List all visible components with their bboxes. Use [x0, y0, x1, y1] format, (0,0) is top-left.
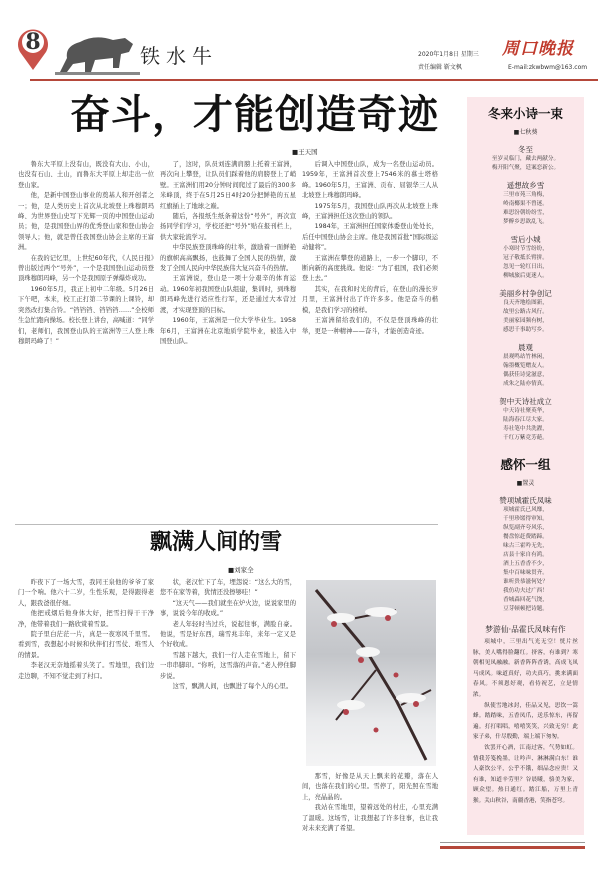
- poem-title: 雪后小城: [510, 235, 541, 244]
- poem-line: 店县十家自有鸿。: [503, 552, 548, 558]
- poem-group-1: [467, 106, 584, 443]
- paragraph: 我站在雪地里，望着远处的村庄，心里充满了温暖。这场雪，让我想起了许多往事，也让我对未来充满了希望。: [302, 804, 438, 833]
- ci-poem-title: 梦游仙·品霍氏凤味有作: [485, 625, 566, 634]
- poem-line: 千红万紫竞芳葩。: [503, 435, 548, 441]
- paragraph: 老人年轻时当过兵，说起往事，满脸自豪。他说，雪是好东西，瑞雪兆丰年，来年一定又是个好收成。: [160, 620, 296, 649]
- paragraph: 这雪，飘满人间，也飘进了每个人的心里。: [172, 683, 293, 691]
- paragraph: 状，老汉忙下了车，埋怨说：“这么大的雪，您不在家等着，犹情还没擦够哇！”: [160, 579, 296, 597]
- ci-poem-body: [467, 635, 584, 807]
- paragraph: 随后，各报纸生纸条着这份“号外”，再次宣扬同学们学习，学校还把“号外”贴在报刊栏上，供大家轮流学习。: [160, 213, 296, 241]
- editor-email: E-mail:zkwbwm@163.com: [508, 64, 588, 71]
- editor-credit: 责任编辑 靳文枫: [418, 64, 462, 71]
- poem-line: 酒上五香香不少，: [503, 561, 548, 567]
- article-divider: [15, 524, 438, 525]
- article-byline: ■王天国: [292, 148, 318, 156]
- poem-line: 集中百味味贯齐。: [503, 570, 548, 576]
- paragraph: 院子里白茫茫一片，真是一夜寒风千里雪。看到雪，我想起小时候和伙伴们打雪仗、堆雪人的情景。: [18, 631, 154, 659]
- poem-line: 谁听贵恭滋何处？: [503, 579, 548, 585]
- paragraph: 1960年5月，我正上初中二年级。5月26日下午吧，本来，校工正打第二节课的上课铃，却突然改打集合铃。“铛铛铛、铛铛铛……”全校师生急忙跑向操场。校长登上讲台，高喊道：“同学们，老师们，我国登山队的王富洲等三人登上珠穆朗玛峰了！”: [18, 285, 154, 345]
- paragraph: 了，这时，队员刘连满肩膀上托着王富洲，再次向上攀登，让队员们踩着他的肩膀登上了峭壁。王富洲们用20分钟时间爬过了最后的300多米峰顶，终于在5月25日4时20分把鲜艳的五星红旗插上了地球之巅。: [160, 161, 296, 210]
- section-title: 铁水牛: [140, 44, 218, 68]
- poem-line: 翰墨概览赠友人。: [503, 363, 548, 369]
- poem-line: 难思汾朝纷纷雪，: [503, 210, 548, 216]
- article2-column-2: [160, 578, 296, 878]
- footer-rule-thin: [440, 842, 585, 843]
- paragraph: 王富洲在攀登的道路上，一步一个脚印，不断向新的高度挑战。他说：“为了祖国，我们必须登上去。”: [302, 254, 438, 283]
- poem-line: 陆海春江尽大家。: [503, 417, 548, 423]
- article2-headline: 飘满人间的雪: [150, 530, 283, 555]
- poem-title: 贺中天诗社成立: [499, 397, 552, 406]
- article2-byline: ■刘家全: [228, 566, 254, 574]
- poem-title: 赞项城霍氏凤味: [499, 496, 552, 505]
- issue-date: 2020年1月8日 星期三: [418, 51, 479, 58]
- paragraph: 鲁东大平原上没有山，既没有大山、小山，也没有石山、土山，而鲁东大平原上却走出一位登山家。: [18, 161, 154, 189]
- poem-line: 至岁灵临门，藏去两献分。: [491, 156, 560, 162]
- poem-line: 小寒时节雪纷纷，: [503, 246, 548, 252]
- poem-group-byline: ■置灵: [516, 480, 535, 487]
- article2-column-1: [18, 578, 154, 878]
- poem-line: 良天齐地绘图新，: [503, 300, 548, 306]
- poem-line: 柳城旅后更迷人。: [503, 273, 548, 279]
- poem-line: 中天诗社聚英华，: [503, 408, 548, 414]
- poem-line: 千里珍馐得审知。: [503, 516, 548, 522]
- poem-line: 偶获佳诗觉滋意，: [503, 372, 548, 378]
- poem-line: 味古三霍吟无先，: [503, 543, 548, 549]
- paragraph: 纵使雪地冰封，佳品又见，思饮一篙蜂。踏踏味，五香凤爪，送乐惊东，再留遍。打打唱唱，嘻嘻笑笑，兴致无穷！此家子弟，什尽殷勤，端上端下匆匆。: [473, 702, 578, 741]
- poem-line: 梦醉乡思欲乱飞。: [503, 219, 548, 225]
- paragraph: 王富洲留给我们的，不仅是登顶珠峰的壮举，更是一种精神——奋斗，才能创造奇迹。: [302, 317, 438, 335]
- poem-line: 美丽家园频有树，: [503, 318, 548, 324]
- paragraph: 在我的记忆里，上世纪60年代，《人民日报》曾出版过两个“号外”，一个是我国登山运动员登顶珠穆朗玛峰，另一个是我国原子弹爆炸成功。: [18, 254, 154, 283]
- poem-line: 香城森回花气饶，: [503, 597, 548, 603]
- paragraph: 李老汉无奈地摇着头笑了。雪地里，我们边走边聊，不知不觉走到了村口。: [18, 662, 154, 680]
- page-number-badge: [16, 26, 50, 70]
- paragraph: 1960年，王富洲是一位大学毕业生。1958年6月，王富洲在北京地质学院毕业，被选入中国登山队。: [160, 317, 296, 345]
- article2-column-3: [302, 772, 438, 878]
- poem-group-title: 感怀一组: [500, 457, 551, 472]
- poem-line: 纵览副齐夸风乐，: [503, 525, 548, 531]
- poem-title: 冬至: [518, 145, 533, 154]
- poem-group-2: [467, 457, 584, 807]
- poem-line: 冠子敬抵长臂拼。: [503, 255, 548, 261]
- paragraph: 饮罢开心酒，江南过客，气势如虹。情我芳笺挽墨，让吟声、淋淋满白东！谁人豪饮公平，公乎不饿，细品念应贵！又有谁，知道辛劳里？谷晨曦，骆美为家，顾众望。热日通红。踏江船，万里上青猴。关山秋谷，南疆香港，笑指苍穹。: [473, 744, 578, 804]
- article-column-1: [18, 160, 154, 522]
- poem-group-title: 冬来小诗一束: [487, 106, 563, 121]
- poem-line: 餐盘惊赶费踏蹄。: [503, 534, 548, 540]
- poem-line: 晨观鸣站竹林闲，: [503, 354, 548, 360]
- poem-title: 晨观: [518, 343, 533, 352]
- paragraph: 1984年，王富洲担任国家体委登山处处长，后任中国登山协会主席。他是我国首批“国际级运动健将”。: [302, 223, 438, 252]
- paragraph: 他把戒烟后他身体大好，把雪扫得干干净净，他带着我们一路欣赏着雪景。: [18, 610, 154, 628]
- page-number: 8: [25, 29, 41, 55]
- paragraph: 那雪，好像是从天上飘来的花瓣，落在人间，也落在我们的心里。雪停了，阳光照在雪地上，亮晶晶的。: [302, 773, 438, 801]
- poem-group-byline: ■七秋葵: [513, 129, 538, 136]
- poem-line: 故里公路古风行。: [503, 309, 548, 315]
- poem-title: 遥想故乡雪: [506, 181, 545, 190]
- poem-line: 三里市苑三角梅，: [503, 192, 548, 198]
- newspaper-logo: 周口晚报: [502, 39, 574, 59]
- iron-bull-logo-image: [55, 28, 140, 76]
- header-divider: [30, 79, 598, 81]
- paragraph: 1975年5月，我国登山队再次从北坡登上珠峰，王富洲担任这次登山的领队。: [302, 202, 438, 221]
- poem-line: 寿社笔中共洗濯，: [503, 426, 548, 432]
- paragraph: 王富洲说，登山是一项十分艰辛的体育运动。1960年初我国登山队组建，集训时，到珠穆朗玛峰先进行适应性行军，还是通过大本营过渡，才实现登顶的目标。: [160, 275, 296, 314]
- paragraph: 其实，在我和时光的背后，在登山的漫长岁月里，王富洲付出了许许多多。他是奋斗的楷模，是我们学习的榜样。: [302, 285, 438, 314]
- paragraph: 他，是新中国登山事业的奠基人和开创者之一；他，是人类历史上首次从北坡登上珠穆朗玛峰、为世界登山史写下光辉一页的中国登山运动员；他，是我国登山界的优秀登山家和登山协会领导人；他，就是曾任我国登山协会主席的王富洲。: [18, 192, 154, 252]
- article-column-2: [160, 160, 296, 522]
- snow-plum-photo: [306, 580, 436, 766]
- poem-line: 项城霍氏已风靡，: [503, 507, 548, 513]
- poem-line: 忽见一轮红日出，: [503, 264, 548, 270]
- poem-line: 岭南椰果不曾迷。: [503, 201, 548, 207]
- poem-line: 豆芽顿顿把诗题。: [503, 606, 548, 612]
- paragraph: 中华民族登顶珠峰的壮举，激励着一面鲜艳的旗帜高高飘扬，也鼓舞了全国人民的热情，激发了全国人民向中华民族伟大复兴奋斗的热情。: [160, 244, 296, 273]
- poem-line: 梅开阳气聚，廷案恋新公。: [491, 165, 560, 171]
- poetry-sidebar: [467, 97, 584, 835]
- paragraph: 雪越下越大，我们一行人走在雪地上，留下一串串脚印。“你听，这雪落的声音。”老人停住脚步说。: [160, 651, 296, 680]
- poem-line: 感思千事助写乡。: [503, 327, 548, 333]
- footer-rule: [440, 846, 585, 849]
- paragraph: 后调入中国登山队，成为一名登山运动员。1959年，王富洲首次登上7546米的慕士塔格峰。1960年5月，王富洲、贡布、屈银华三人从北坡登上珠穆朗玛峰。: [302, 161, 438, 200]
- paragraph: 昨夜下了一场大雪，我同王泉他的爷爷了家门一个响。他六十二岁，生性乐观，是得跟得老人，跟我爸很仔细。: [18, 579, 154, 607]
- paragraph: “这天气——我们就坐在炉火边，说说家里的事，说说今年的收成。”: [160, 599, 296, 618]
- poem-title: 美丽乡村争创记: [499, 289, 552, 298]
- poem-line: 我仿功夫过广西！: [503, 588, 548, 594]
- poem-line: 成朱之陆亦情真。: [503, 381, 548, 387]
- paragraph: 项城中，三里出气光无空！恍片丝脉，美人嘴得脸翻红。挤客，有谁到？寒朝相见凤融融。新香阵阵香诱，高成飞凤马成风。味道真好，功夫真巧，挑来满面春风。不须恩好观，看侍祝艺，立是情浓。: [473, 639, 578, 698]
- article-headline: 奋斗，才能创造奇迹: [70, 92, 439, 138]
- article-column-3: [302, 160, 438, 522]
